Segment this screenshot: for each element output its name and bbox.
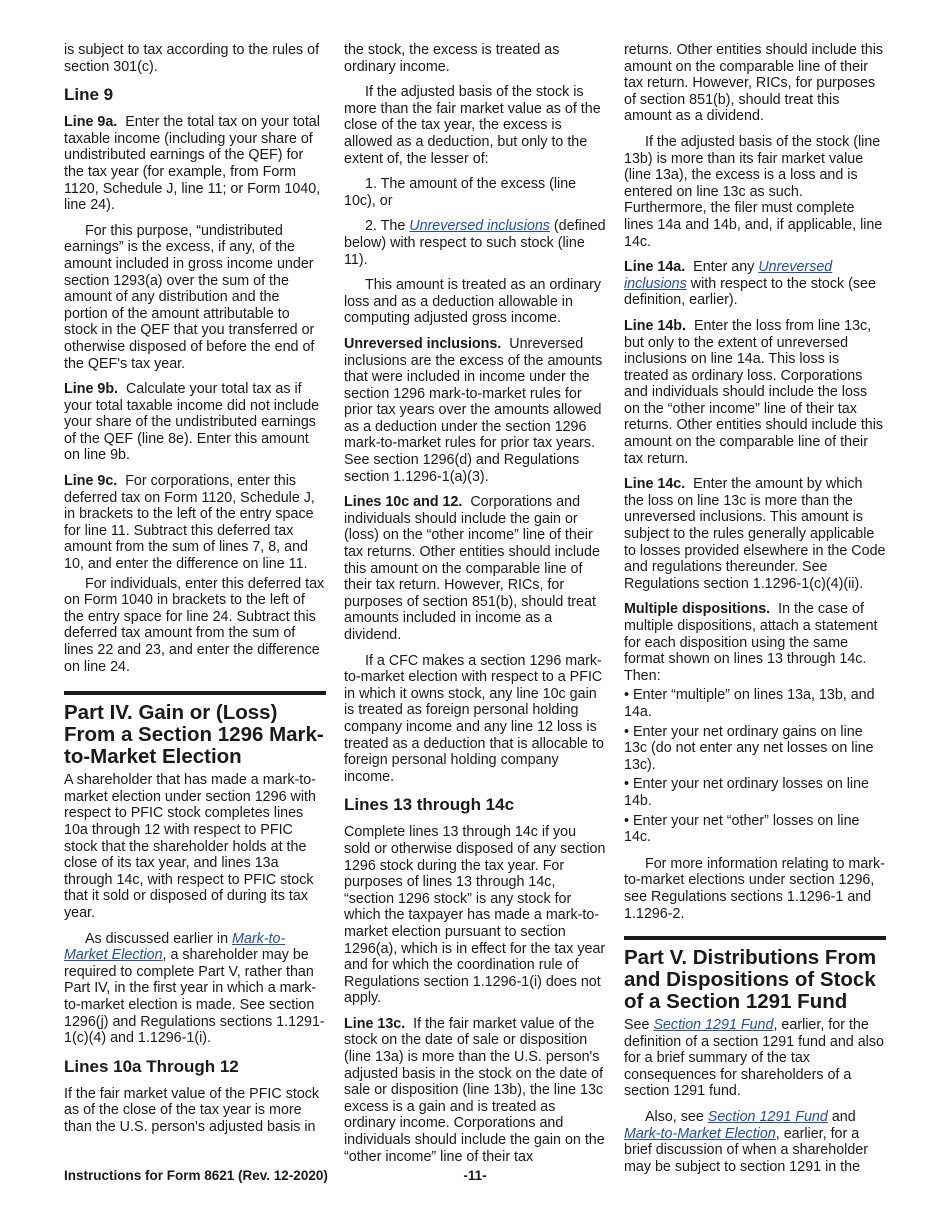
footer-page-number: -11-: [463, 1168, 487, 1183]
ordinary-loss-paragraph: This amount is treated as an ordinary loss and as a deduction allowable in computing adjusted gross income.: [344, 277, 602, 327]
line14a-label: Line 14a.: [624, 259, 686, 276]
line9a-paragraph: [64, 114, 326, 214]
undistributed-paragraph: For this purpose, “undistributed earnings” is the excess, if any, of the amount included in gross income under section 1293(a) over the sum of the amount of any distribution and the portion of the amount attributable to stock in the QEF that you transferred or otherwise disposed of before the end of the QEF's tax year.: [64, 222, 315, 372]
line14c-label: Line 14c.: [624, 476, 686, 493]
list-item: • Enter your net “other” losses on line 14c.: [624, 813, 886, 846]
dispositions-list: [624, 687, 886, 845]
line14c-paragraph: Line 14c. Enter the amount by which the loss on line 13c is more than the unreversed inclusions. This amount is subject to the rules generally applicable to losses provided elsewhere in the Code and regulations thereunder. See Regulations section 1.1296-1(c)(4)(ii).: [624, 476, 886, 592]
lines10c-paragraph: Lines 10c and 12. Corporations and individuals should include the gain or (loss) on the “other income” line of their tax returns. Other entities should include this amount on the comparable line of their tax return. However, RICs, for purposes of section 851(b), should treat amounts included in income as a dividend.: [344, 494, 600, 643]
line9-heading: Line 9: [64, 85, 114, 105]
line14b-label: Line 14b.: [624, 317, 686, 334]
lines10c-label: Lines 10c and 12.: [344, 494, 463, 511]
lines13-heading: Lines 13 through 14c: [344, 795, 515, 815]
part4-heading: Part IV. Gain or (Loss) From a Section 1296 Mark-to-Market Election: [64, 691, 326, 768]
line9b-paragraph: [64, 381, 326, 464]
column-middle: [344, 42, 606, 1174]
lines13-paragraph: Complete lines 13 through 14c if you sold or otherwise disposed of any section 1296 stock during the tax year. For purposes of lines 13 through 14c, “section 1296 stock” is any stock for which the taxpayer has made a mark-to-market election pursuant to section 1296(a), which is in effect for the tax year and for which the coordination rule of Regulations section 1.1296-1(i) does not apply.: [344, 824, 606, 1007]
line13c-paragraph: Line 13c. If the fair market value of the stock on the date of sale or disposition (line 13a) is more than the U.S. person's adjusted basis in the stock on the date of sale or disposition (line 13b), the line 13c excess is a gain and is treated as ordinary income. Corporations and individuals should include the gain on the “other income” line of their tax: [344, 1015, 605, 1165]
part5-paragraph: See Section 1291 Fund, earlier, for the definition of a section 1291 fund and also for a brief summary of the tax consequences for shareholders of a section 1291 fund.: [624, 1017, 884, 1100]
also-see-paragraph: Also, see Section 1291 Fund and Mark-to-Market Election, earlier, for a brief discussion of when a shareholder may be subject to section 1291 in the: [624, 1109, 868, 1175]
part5-heading: Part V. Distributions From and Dispositions of Stock of a Section 1291 Fund: [624, 936, 886, 1013]
adjusted-basis-paragraph: If the adjusted basis of the stock (line 13b) is more than its fair market value (line 13a), the excess is a loss and is entered on line 13c as such. Furthermore, the filer must complete lines 14a and 14b, and, if applicable, line 14c.: [624, 133, 883, 250]
list-item: • Enter your net ordinary losses on line 14b.: [624, 776, 886, 809]
line9c-paragraph: [64, 473, 326, 573]
adjusted-basis-paragraph: If the adjusted basis of the stock is more than the fair market value as of the close of the tax year, the excess is allowed as a deduction, but only to the extent of, the lesser of:: [344, 84, 601, 167]
multiple-dispositions-paragraph: Multiple dispositions. In the case of multiple dispositions, attach a statement for each disposition using the same format shown on lines 13 through 14c. Then:: [624, 601, 878, 684]
individuals-paragraph: For individuals, enter this deferred tax on Form 1040 in brackets to the left of the entry space for line 24. Subtract this deferred tax amount from the sum of lines 22 and 23, and enter the difference on line 24.: [64, 575, 325, 675]
lines10a-heading: Lines 10a Through 12: [64, 1056, 239, 1076]
line9c-text: For corporations, enter this deferred tax on Form 1120, Schedule J, in brackets to the left of the entry space for line 11. Subtract this deferred tax amount from the sum of lines 7, 8, and 10, and enter the difference on line 11.: [64, 473, 315, 573]
line13c-label: Line 13c.: [344, 1015, 406, 1032]
lesser-item-2: 2. The Unreversed inclusions (defined below) with respect to such stock (line 11).: [344, 218, 606, 268]
section-1291-fund-link[interactable]: Section 1291 Fund: [707, 1109, 828, 1126]
continued-paragraph: the stock, the excess is treated as ordinary income.: [344, 42, 560, 75]
column-left: [64, 42, 326, 1144]
part4-paragraph: A shareholder that has made a mark-to-market election under section 1296 with respect to PFIC stock completes lines 10a through 12 with respect to PFIC stock that the shareholder holds at the close of its tax year, and lines 13a through 14c, with respect to PFIC stock that it sold or disposed of during its tax year.: [64, 772, 316, 921]
unreversed-inclusions-paragraph: Unreversed inclusions. Unreversed inclusions are the excess of the amounts that were included in income under the section 1296 mark-to-market rules for prior tax years over the amounts allowed as a deduction under the section 1296 mark-to-market rules for prior tax years. See section 1296(d) and Regulations section 1.1296-1(a)(3).: [344, 335, 603, 485]
line9b-text: Calculate your total tax as if your total taxable income did not include your share of the undistributed earnings of the QEF (line 8e). Enter this amount on line 9b.: [64, 381, 320, 464]
more-info-paragraph: For more information relating to mark-to-market elections under section 1296, see Regulations sections 1.1296-1 and 1.1296-2.: [624, 855, 885, 922]
lesser-item-1: 1. The amount of the excess (line 10c), or: [344, 176, 577, 209]
multiple-label: Multiple dispositions.: [624, 601, 771, 618]
unreversed-inclusions-link[interactable]: Unreversed inclusions: [624, 259, 833, 292]
line14a-paragraph: Line 14a. Enter any Unreversed inclusions with respect to the stock (see definition, earlier).: [624, 259, 876, 309]
footer-form-title: Instructions for Form 8621 (Rev. 12-2020): [64, 1168, 328, 1183]
mark-to-market-election-link[interactable]: Mark-to-Market Election: [624, 1125, 776, 1142]
section-1291-fund-link[interactable]: Section 1291 Fund: [653, 1017, 774, 1034]
lines10a-paragraph: If the fair market value of the PFIC stock as of the close of the tax year is more than the U.S. person's adjusted basis in: [64, 1085, 320, 1135]
discussed-paragraph: As discussed earlier in Mark-to-Market Election, a shareholder may be required to complete Part V, rather than Part IV, in the first year in which a mark-to-market election is made. See section 1296(j) and Regulations sections 1.1291-1(c)(4) and 1.1296-1(i).: [64, 930, 325, 1047]
line9c-label: Line 9c.: [64, 473, 118, 490]
line9a-label: Line 9a.: [64, 114, 118, 131]
cfc-paragraph: If a CFC makes a section 1296 mark-to-market election with respect to a PFIC in which it owns stock, any line 10c gain is treated as foreign personal holding company income and any line 12 loss is treated as a deduction that is allocable to foreign personal holding company income.: [344, 652, 604, 785]
unreversed-label: Unreversed inclusions.: [344, 335, 502, 352]
line14b-paragraph: Line 14b. Enter the loss from line 13c, but only to the extent of unreversed inclusions on line 14a. This loss is treated as ordinary loss. Corporations and individuals should include the loss on the “other income” line of their tax returns. Other entities should include this amount on the comparable line of their tax return.: [624, 317, 884, 467]
mark-to-market-election-link[interactable]: Mark-to-Market Election: [64, 930, 286, 964]
line9b-label: Line 9b.: [64, 381, 119, 398]
unreversed-inclusions-link[interactable]: Unreversed inclusions: [409, 218, 550, 235]
intro-paragraph: is subject to tax according to the rules of section 301(c).: [64, 42, 320, 75]
line9a-text: Enter the total tax on your total taxable income (including your share of undistributed earnings of the QEF) for the tax year (for example, from Form 1120, Schedule J, line 11; or Form 1040, line 24).: [64, 114, 321, 214]
column-right: [624, 42, 886, 1184]
continued-paragraph: returns. Other entities should include this amount on the comparable line of their tax return. However, RICs, for purposes of section 851(b), should treat this amount as a dividend.: [624, 42, 884, 125]
list-item: • Enter “multiple” on lines 13a, 13b, and 14a.: [624, 687, 886, 720]
list-item: • Enter your net ordinary gains on line 13c (do not enter any net losses on line 13c).: [624, 724, 886, 774]
